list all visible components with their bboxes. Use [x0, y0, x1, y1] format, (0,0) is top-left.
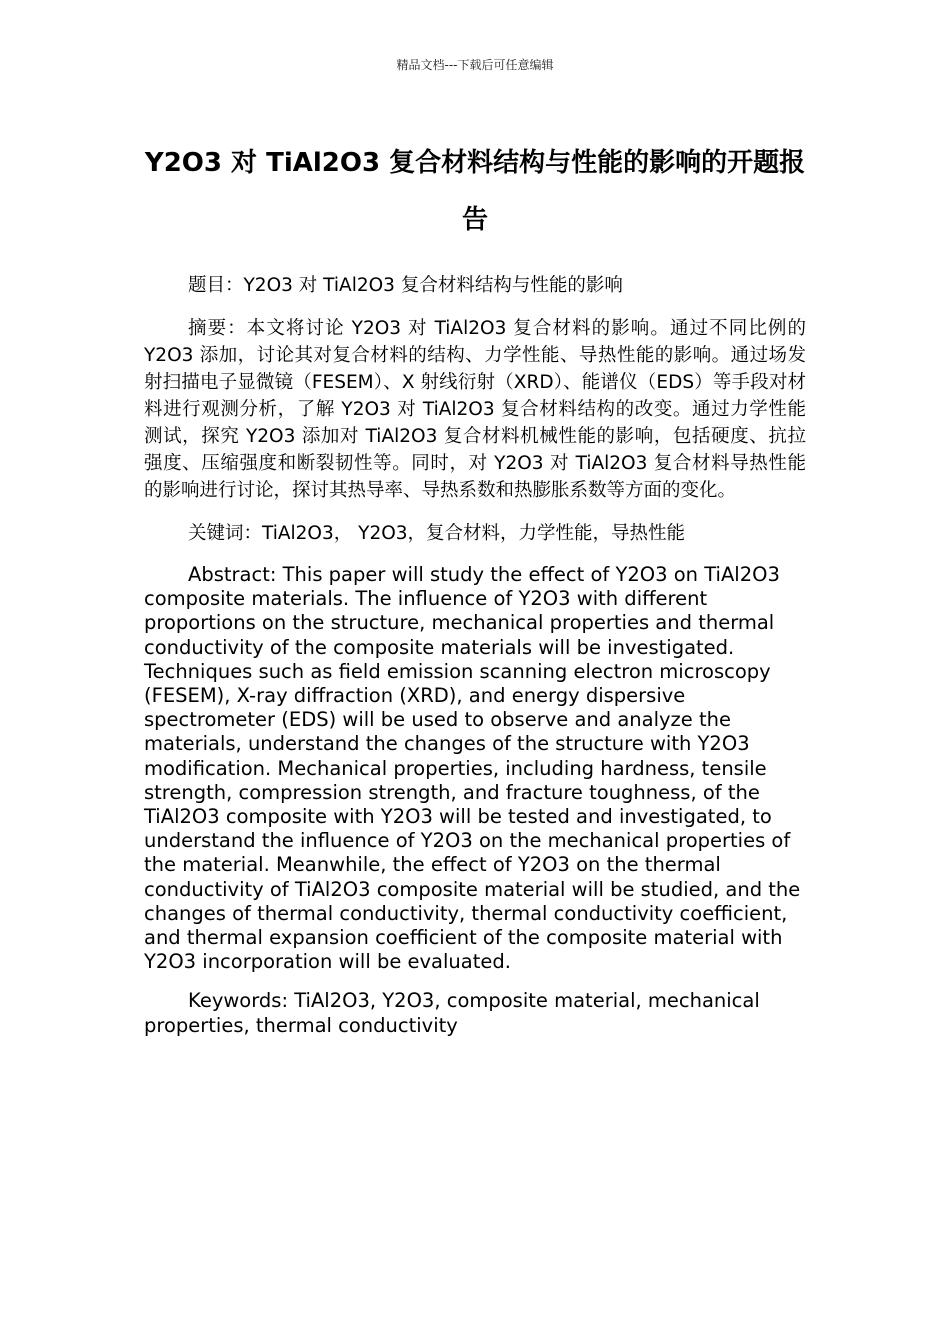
- english-keywords-paragraph: Keywords: TiAl2O3, Y2O3, composite material, mechanical properties, thermal conductivity: [144, 989, 760, 1037]
- document-title: Y2O3 对 TiAl2O3 复合材料结构与性能的影响的开题报告: [144, 148, 806, 235]
- topic-paragraph: 题目：Y2O3 对 TiAl2O3 复合材料结构与性能的影响: [188, 275, 623, 296]
- chinese-abstract-paragraph: 摘要：本文将讨论 Y2O3 对 TiAl2O3 复合材料的影响。通过不同比例的 Y2O3 添加，讨论其对复合材料的结构、力学性能、导热性能的影响。通过场发射扫描电子显微镜（FESEM）、X 射线衍射（XRD）、能谱仪（EDS）等手段对材料进行观测分析，了解 Y2O3 对 TiAl2O3 复合材料结构的改变。通过力学性能测试，探究 Y2O3 添加对 TiAl2O3 复合材料机械性能的影响，包括硬度、抗拉强度、压缩强度和断裂韧性等。同时，对 Y2O3 对 TiAl2O3 复合材料导热性能的影响进行讨论，探讨其热导率、导热系数和热膨胀系数等方面的变化。: [144, 318, 806, 501]
- english-abstract-paragraph: Abstract: This paper will study the effect of Y2O3 on TiAl2O3 composite materials. The influence of Y2O3 with different proportions on the structure, mechanical properties and thermal conductivity of the composite materials will be investigated. Techniques such as field emission scanning electron microscopy (FESEM), X-ray diffraction (XRD), and energy dispersive spectrometer (EDS) will be used to observe and analyze the materials, understand the changes of the structure with Y2O3 modification. Mechanical properties, including hardness, tensile strength, compression strength, and fracture toughness, of the TiAl2O3 composite with Y2O3 will be tested and investigated, to understand the influence of Y2O3 on the mechanical properties of the material. Meanwhile, the effect of Y2O3 on the thermal conductivity of TiAl2O3 composite material will be studied, and the changes of thermal conductivity, thermal conductivity coefficient, and thermal expansion coefficient of the composite material with Y2O3 incorporation will be evaluated.: [144, 563, 801, 974]
- header-note: 精品文档---下载后可任意编辑: [396, 58, 554, 72]
- document-body: [144, 272, 806, 1053]
- chinese-keywords-paragraph: 关键词：TiAl2O3， Y2O3，复合材料，力学性能，导热性能: [188, 523, 686, 544]
